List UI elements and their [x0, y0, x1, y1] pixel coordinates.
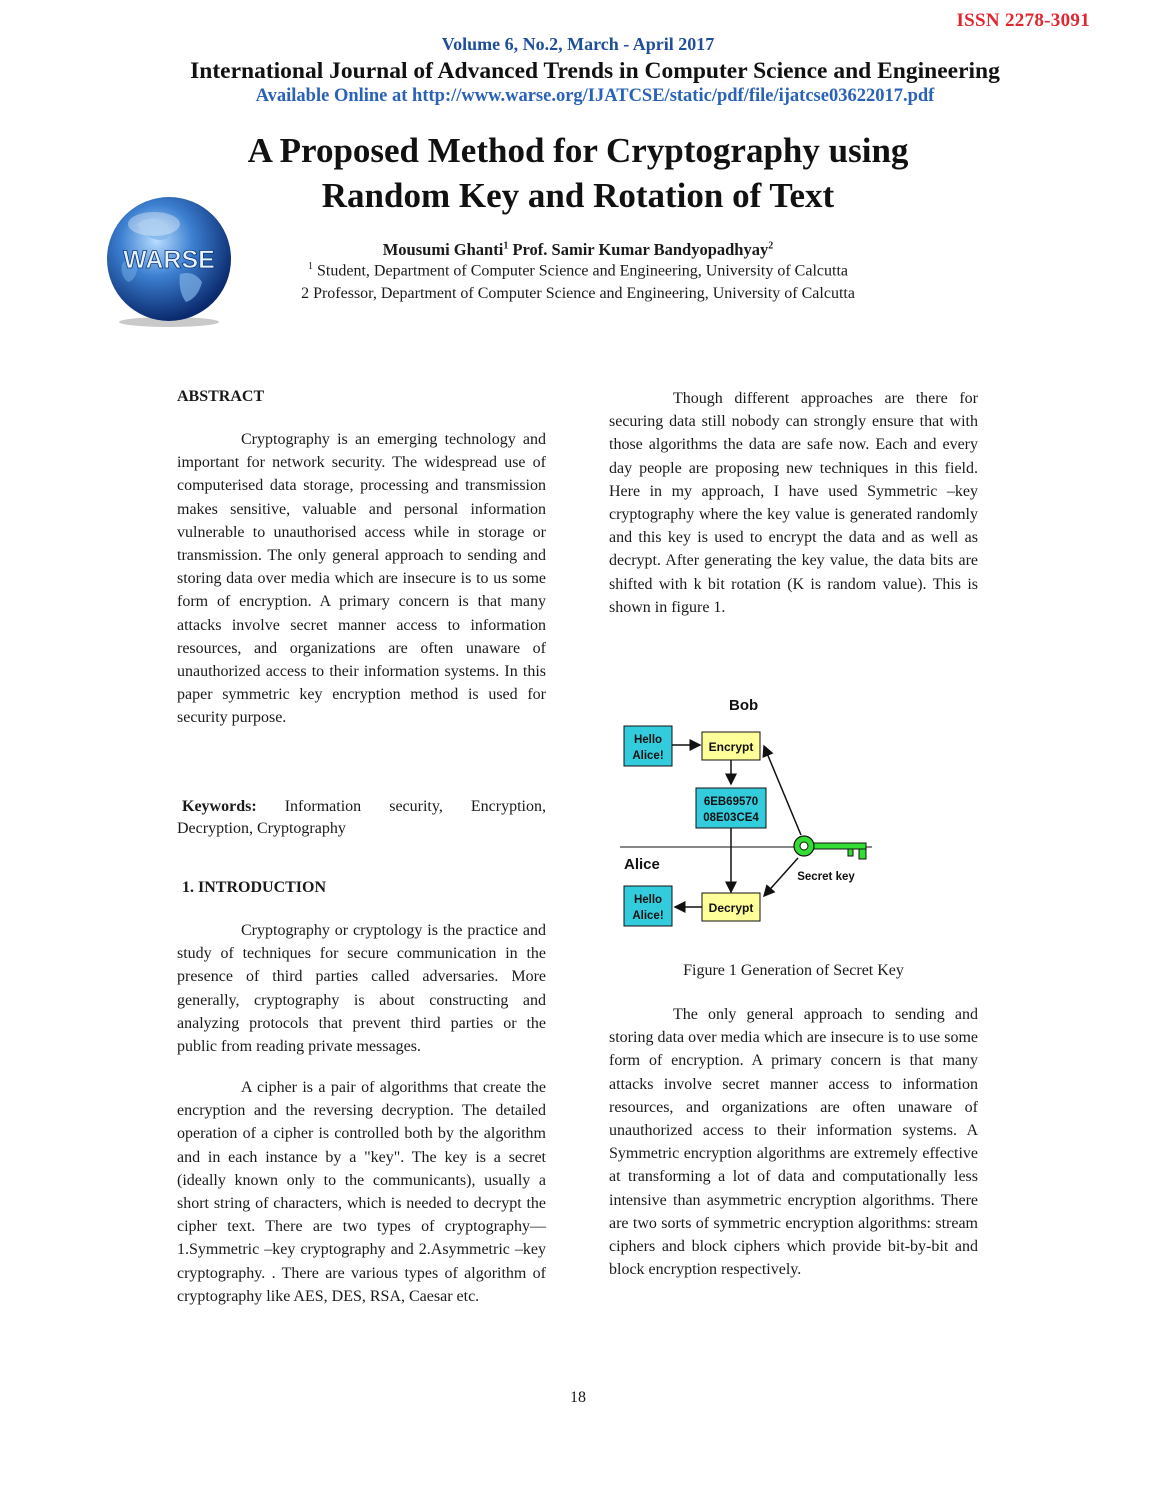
title-line-1: A Proposed Method for Cryptography using — [247, 131, 909, 170]
affiliation-2: 2 Professor, Department of Computer Science and Engineering, University of Calcutta — [301, 285, 855, 302]
author-2: Prof. Samir Kumar Bandyopadhyay — [508, 240, 769, 259]
journal-title: International Journal of Advanced Trends in Computer Science and Engineering — [190, 58, 1000, 84]
affiliation-1-sup: 1 — [308, 261, 314, 272]
abstract-text: Cryptography is an emerging technology and important for network security. The widespread use of computerised data storage, processing and transmission makes sensitive, valuable and personal information vulnerable to unauthorised access while in storage or transmission. The only general approach to sending and storing data over media which are insecure is to us some form of encryption. A primary concern is that many attacks involve secret manner access to information resources, and organizations are often unaware of unauthorized access to their information systems. In this paper symmetric key encryption method is used for security purpose. — [177, 431, 546, 727]
introduction-heading: 1. INTRODUCTION — [182, 879, 327, 896]
fig-alice-label: Alice — [624, 856, 660, 873]
fig-cipher-line-1: 6EB69570 — [703, 796, 759, 808]
keywords-label: Keywords: — [182, 798, 257, 815]
figure-secret-key-diagram — [618, 688, 874, 944]
keywords-text: Information security, Encryption, Decryption, Cryptography — [177, 798, 546, 837]
paper-title — [0, 128, 1156, 218]
title-line-2: Random Key and Rotation of Text — [321, 176, 835, 215]
abstract-heading: ABSTRACT — [177, 388, 265, 405]
fig-hello-top: Hello — [633, 734, 663, 746]
fig-cipher-line-2: 08E03CE4 — [703, 812, 759, 824]
affiliation-1-text: Student, Department of Computer Science and Engineering, University of Calcutta — [313, 262, 848, 280]
author-line — [0, 240, 1156, 260]
fig-alice-top: Alice! — [632, 750, 664, 762]
intro-paragraph-1: Cryptography or cryptology is the practice and study of techniques for secure communication in the presence of third parties called adversaries. More generally, cryptography is about constructing and analyzing protocols that prevent third parties or the public from reading private messages. — [177, 922, 546, 1056]
author-2-sup: 2 — [768, 240, 774, 252]
fig-decrypt-label: Decrypt — [708, 901, 754, 915]
fig-hello-bottom: Hello — [633, 894, 663, 906]
fig-encrypt-label: Encrypt — [708, 740, 754, 754]
author-1: Mousumi Ghanti — [382, 240, 504, 259]
availability-link[interactable]: Available Online at http://www.warse.org/IJATCSE/static/pdf/file/ijatcse03622017.pdf — [255, 86, 935, 106]
logo-text: WARSE — [123, 246, 215, 274]
affiliation-1 — [0, 261, 1156, 280]
keywords — [177, 796, 546, 840]
right-paragraph-1: Though different approaches are there for securing data still nobody can strongly ensure that with those algorithms the data are safe now. Each and every day people are proposing new techniques in this field. Here in my approach, I have used Symmetric –key cryptography where the key value is generated randomly and this key is used to encrypt the data and as well as decrypt. After generating the key value, the data bits are shifted with k bit rotation (K is random value). This is shown in figure 1. — [609, 390, 978, 616]
right-paragraph-2: The only general approach to sending and storing data over media which are insecure is to use some form of encryption. A primary concern is that many attacks involve secret manner access to information resources, and organizations are often unaware of unauthorized access to their information systems. A Symmetric encryption algorithms are extremely effective at transforming a lot of data and computationally less intensive than asymmetric encryption algorithms. There are two sorts of symmetric encryption algorithms: stream ciphers and block ciphers which provide bit-by-bit and block encryption respectively. — [609, 1006, 978, 1279]
issn-label: ISSN 2278-3091 — [956, 10, 1090, 31]
volume-label: Volume 6, No.2, March - April 2017 — [441, 34, 715, 54]
fig-secret-key-label: Secret key — [797, 871, 855, 883]
page-number: 18 — [570, 1389, 586, 1406]
fig-alice-bottom: Alice! — [632, 910, 664, 922]
author-1-sup: 1 — [503, 240, 509, 252]
fig-bob-label: Bob — [729, 697, 759, 714]
intro-paragraph-2: A cipher is a pair of algorithms that create the encryption and the reversing decryption. The detailed operation of a cipher is controlled both by the algorithm and in each instance by a "key". The key is a secret (ideally known only to the communicants), usually a short string of characters, which is needed to decrypt the cipher text. There are two types of cryptography—1.Symmetric –key cryptography and 2.Asymmetric –key cryptography. . There are various types of algorithm of cryptography like AES, DES, RSA, Caesar etc. — [177, 1079, 546, 1305]
figure-caption: Figure 1 Generation of Secret Key — [683, 962, 904, 979]
